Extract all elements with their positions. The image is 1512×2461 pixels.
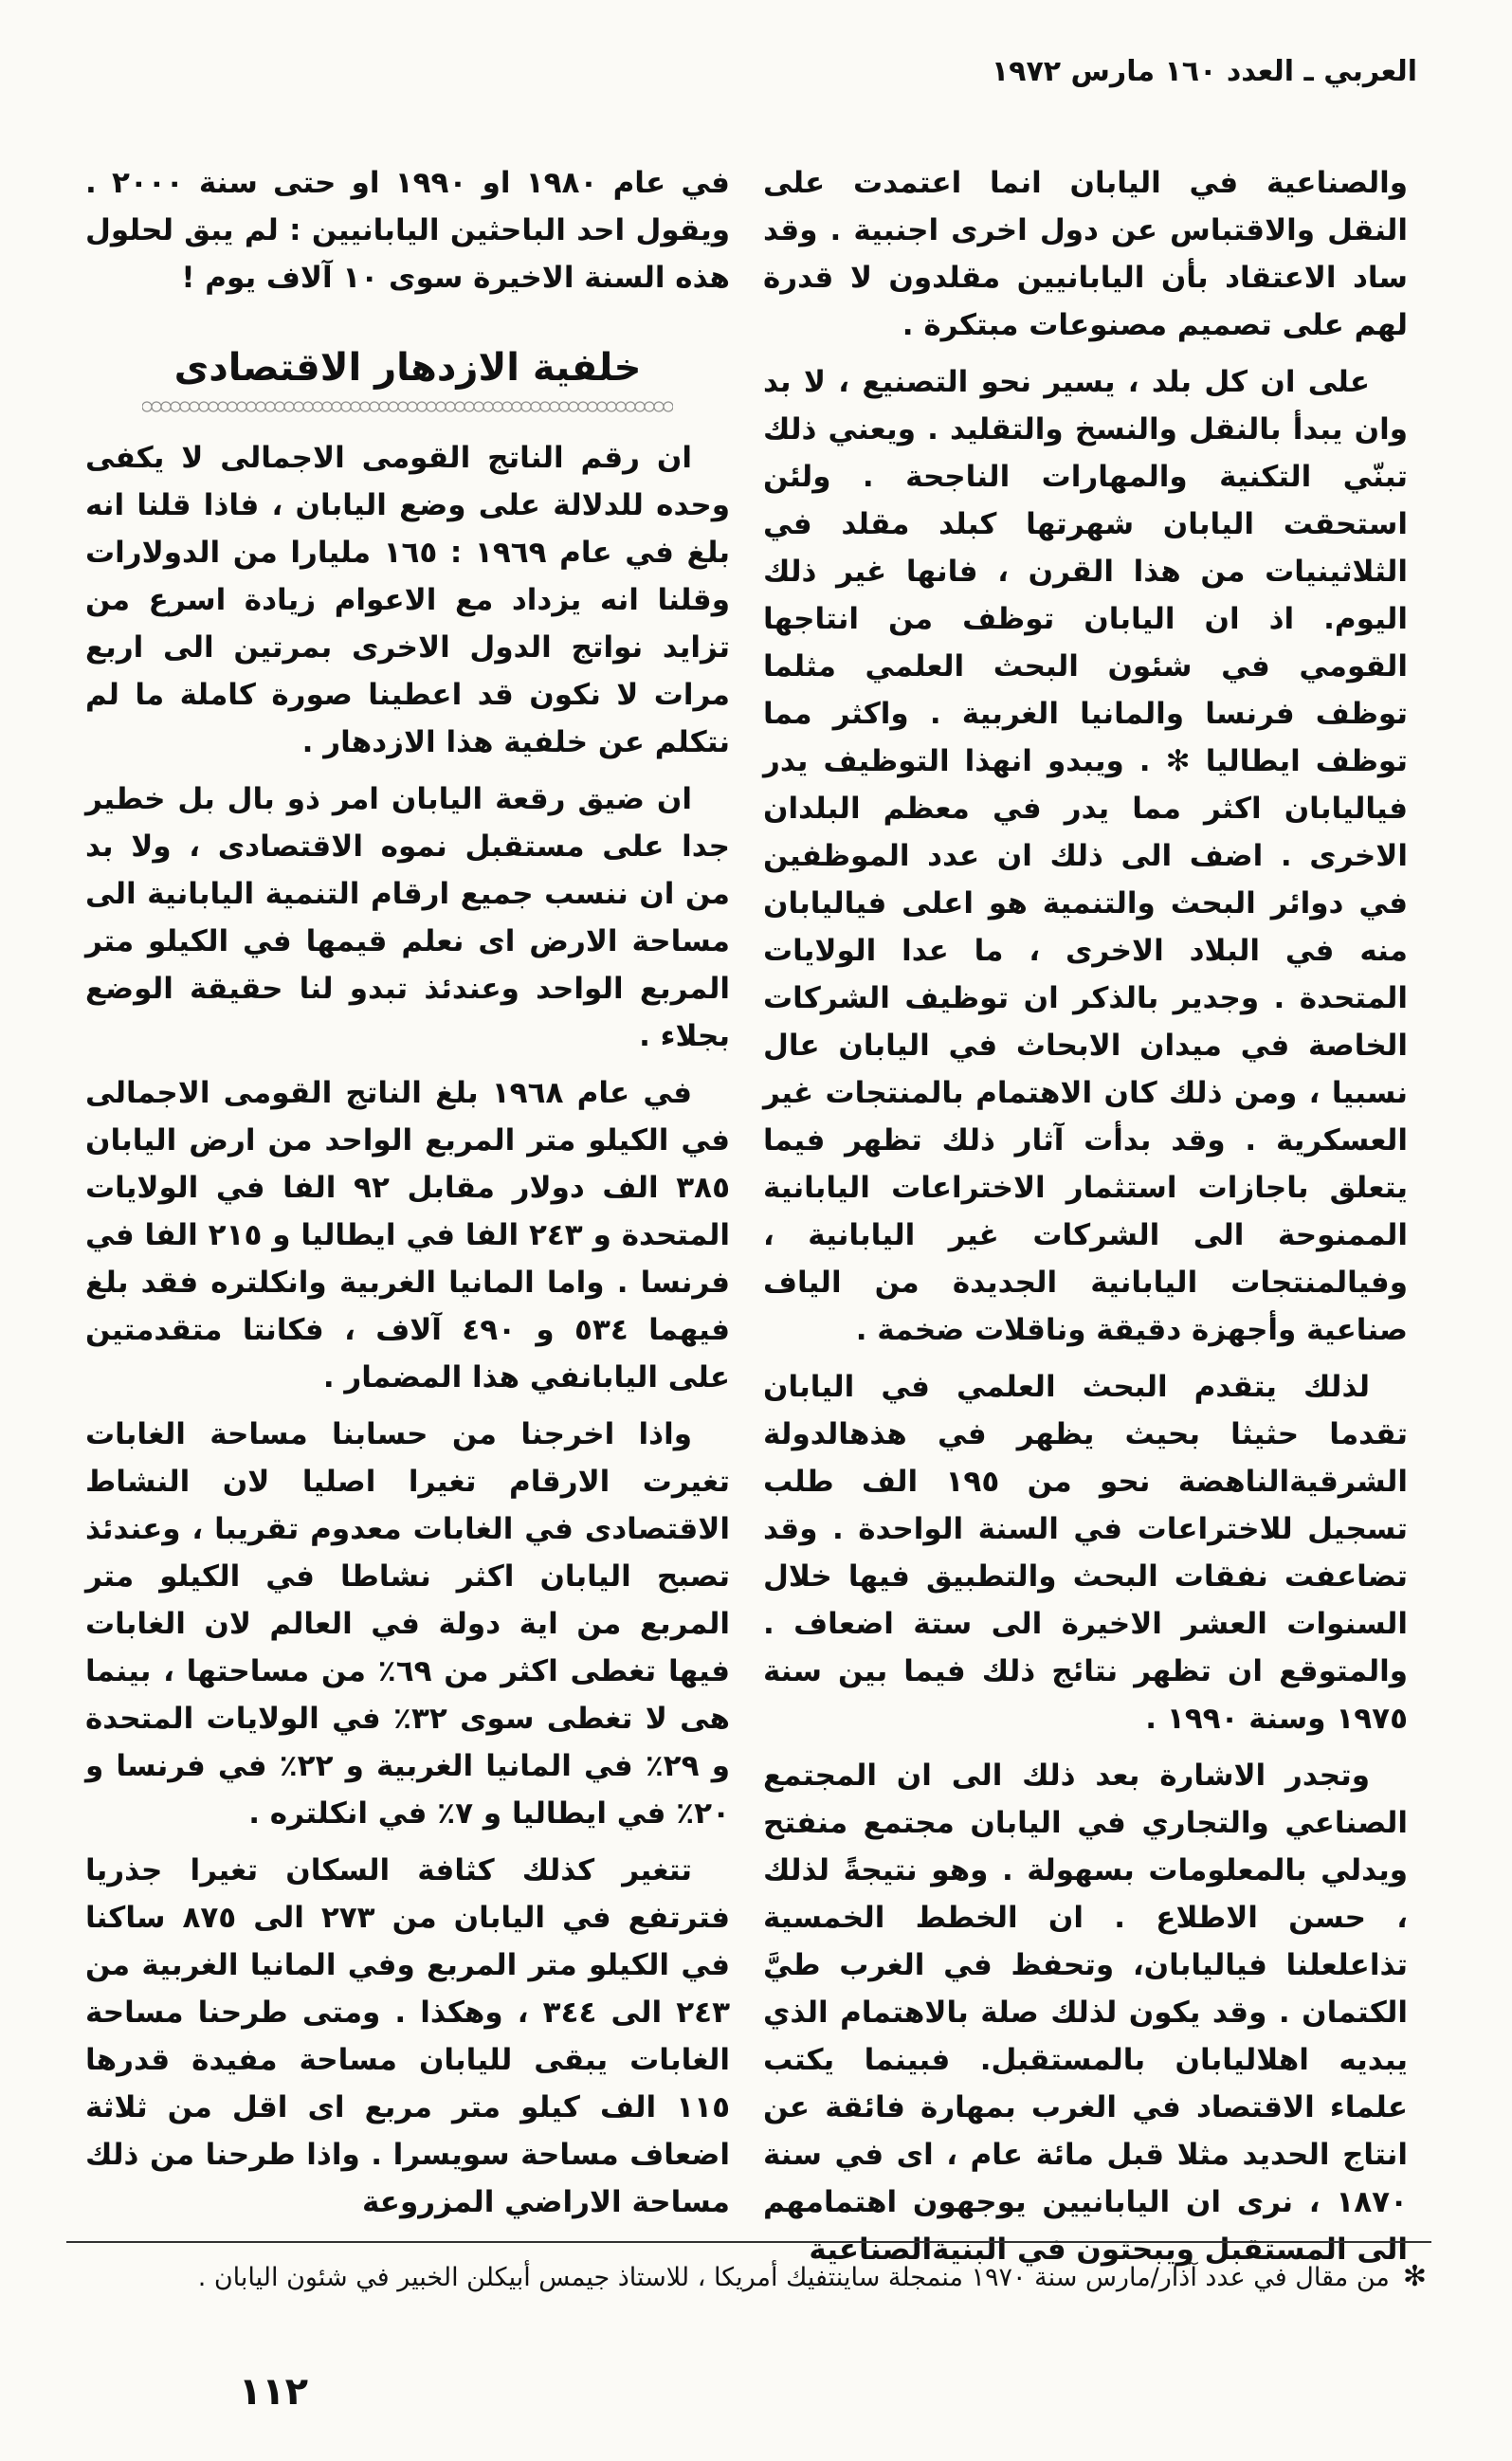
footnote	[81, 2254, 1427, 2301]
paragraph: في عام ١٩٨٠ او ١٩٩٠ او حتى سنة ٢٠٠٠ . ويقول احد الباحثين اليابانيين : لم يبق لحلول هذه السنة الاخيرة سوى ١٠ آلاف يوم !	[85, 166, 730, 295]
section-title: خلفية الازدهار الاقتصادى	[173, 346, 642, 390]
paragraph: ان ضيق رقعة اليابان امر ذو بال بل خطير جدا على مستقبل نموه الاقتصادى ، ولا بد من ان ننسب جميع ارقام التنمية اليابانية الى مساحة الارض اى نعلم قيمها في الكيلو متر المربع الواحد وعندئذ تبدو لنا حقيقة الوضع بجلاء .	[85, 782, 730, 1053]
page-number: ١١٢	[238, 2370, 308, 2414]
paragraph: ان رقم الناتج القومى الاجمالى لا يكفى وحده للدلالة على وضع اليابان ، فاذا قلنا انه بلغ في عام ١٩٦٩ : ١٦٥ مليارا من الدولارات وقلنا انه يزداد مع الاعوام زيادة اسرع من تزايد نواتج الدول الاخرى بمرتين الى اربع مرات لا نكون قد اعطينا صورة كاملة ما لم نتكلم عن خلفية هذا الازدهار .	[85, 441, 731, 759]
footnote-text: من مقال في عدد آذار/مارس سنة ١٩٧٠ منمجلة ساينتفيك أمريكا ، للاستاذ جيمس أبيكلن الخبير في شئون اليابان .	[197, 2263, 1390, 2292]
asterisk-icon: ✻	[1402, 2260, 1427, 2293]
paragraph: لذلك يتقدم البحث العلمي في اليابان تقدما حثيثا بحيث يظهر في هذهالدولة الشرقيةالناهضة نحو من ١٩٥ الف طلب تسجيل للاختراعات في السنة الواحدة . وقد تضاعفت نفقات البحث والتطبيق فيها خلال السنوات العشر الاخيرة الى ستة اضعاف . والمتوقع ان تظهر نتائج ذلك فيما بين سنة ١٩٧٥ وسنة ١٩٩٠ .	[763, 1370, 1408, 1736]
left-column	[85, 159, 730, 2226]
running-header: العربي ـ العدد ١٦٠ مارس ١٩٧٢	[991, 55, 1417, 88]
paragraph: في عام ١٩٦٨ بلغ الناتج القومى الاجمالى في الكيلو متر المربع الواحد من ارض اليابان ٣٨٥ الف دولار مقابل ٩٢ الفا في الولايات المتحدة و ٢٤٣ الفا في ايطاليا و ٢١٥ الفا في فرنسا . واما المانيا الغربية وانكلتره فقد بلغ فيهما ٥٣٤ و ٤٩٠ آلاف ، فكانتا متقدمتين على اليابانفي هذا المضمار .	[85, 1076, 731, 1395]
title-underline	[142, 400, 673, 413]
footnote-divider	[66, 2241, 1431, 2243]
paragraph: والصناعية في اليابان انما اعتمدت على النقل والاقتباس عن دول اخرى اجنبية . وقد ساد الاعتقاد بأن اليابانيين مقلدون لا قدرة لهم على تصميم مصنوعات مبتكرة .	[763, 166, 1408, 342]
paragraph: وتجدر الاشارة بعد ذلك الى ان المجتمع الصناعي والتجاري في اليابان مجتمع منفتح ويدلي بالمعلومات بسهولة . وهو نتيجةً لذلك ، حسن الاطلاع . ان الخطط الخمسية تذاعلعلنا فياليابان، وتحفظ في الغرب طيَّ الكتمان . وقد يكون لذلك صلة بالاهتمام الذي يبديه اهلاليابان بالمستقبل. فبينما يكتب علماء الاقتصاد في الغرب بمهارة فائقة عن انتاج الحديد مثلا قبل مائة عام ، اى في سنة ١٨٧٠ ، نرى ان اليابانيين يوجهون اهتمامهم الى المستقبل ويبحثون في البنيةالصناعية	[763, 1759, 1408, 2267]
paragraph: واذا اخرجنا من حسابنا مساحة الغابات تغيرت الارقام تغيرا اصليا لان النشاط الاقتصادى في الغابات معدوم تقريبا ، وعندئذ تصبح اليابان اكثر نشاطا في الكيلو متر المربع من اية دولة في العالم لان الغابات فيها تغطى اكثر من ٦٩٪ من مساحتها ، بينما هى لا تغطى سوى ٣٢٪ في الولايات المتحدة و ٢٩٪ في المانيا الغربية و ٢٢٪ في فرنسا و ٢٠٪ في ايطاليا و ٧٪ في انكلتره .	[85, 1417, 731, 1831]
right-column	[763, 159, 1408, 2273]
paragraph: على ان كل بلد ، يسير نحو التصنيع ، لا بد وان يبدأ بالنقل والنسخ والتقليد . ويعني ذلك تبنّي التكنية والمهارات الناجحة . ولئن استحقت اليابان شهرتها كبلد مقلد في الثلاثينيات من هذا القرن ، فانها غير ذلك اليوم. اذ ان اليابان توظف من انتاجها القومي في شئون البحث العلمي مثلما توظف فرنسا والمانيا الغربية . واكثر مما توظف ايطاليا ✻ . ويبدو انهذا التوظيف يدر فياليابان اكثر مما يدر في معظم البلدان الاخرى . اضف الى ذلك ان عدد الموظفين في دوائر البحث والتنمية هو اعلى فياليابان منه في البلاد الاخرى ، ما عدا الولايات المتحدة . وجدير بالذكر ان توظيف الشركات الخاصة في ميدان الابحاث في اليابان عال نسبيا ، ومن ذلك كان الاهتمام بالمنتجات غير العسكرية . وقد بدأت آثار ذلك تظهر فيما يتعلق باجازات استثمار الاختراعات اليابانية الممنوحة الى الشركات غير اليابانية ، وفيالمنتجات اليابانية الجديدة من الياف صناعية وأجهزة دقيقة وناقلات ضخمة .	[763, 365, 1408, 1347]
paragraph: تتغير كذلك كثافة السكان تغيرا جذريا فترتفع في اليابان من ٢٧٣ الى ٨٧٥ ساكنا في الكيلو متر المربع وفي المانيا الغربية من ٢٤٣ الى ٣٤٤ ، وهكذا . ومتى طرحنا مساحة الغابات يبقى لليابان مساحة مفيدة قدرها ١١٥ الف كيلو متر مربع اى اقل من ثلاثة اضعاف مساحة سويسرا . واذا طرحنا من ذلك مساحة الاراضي المزروعة	[85, 1853, 730, 2219]
